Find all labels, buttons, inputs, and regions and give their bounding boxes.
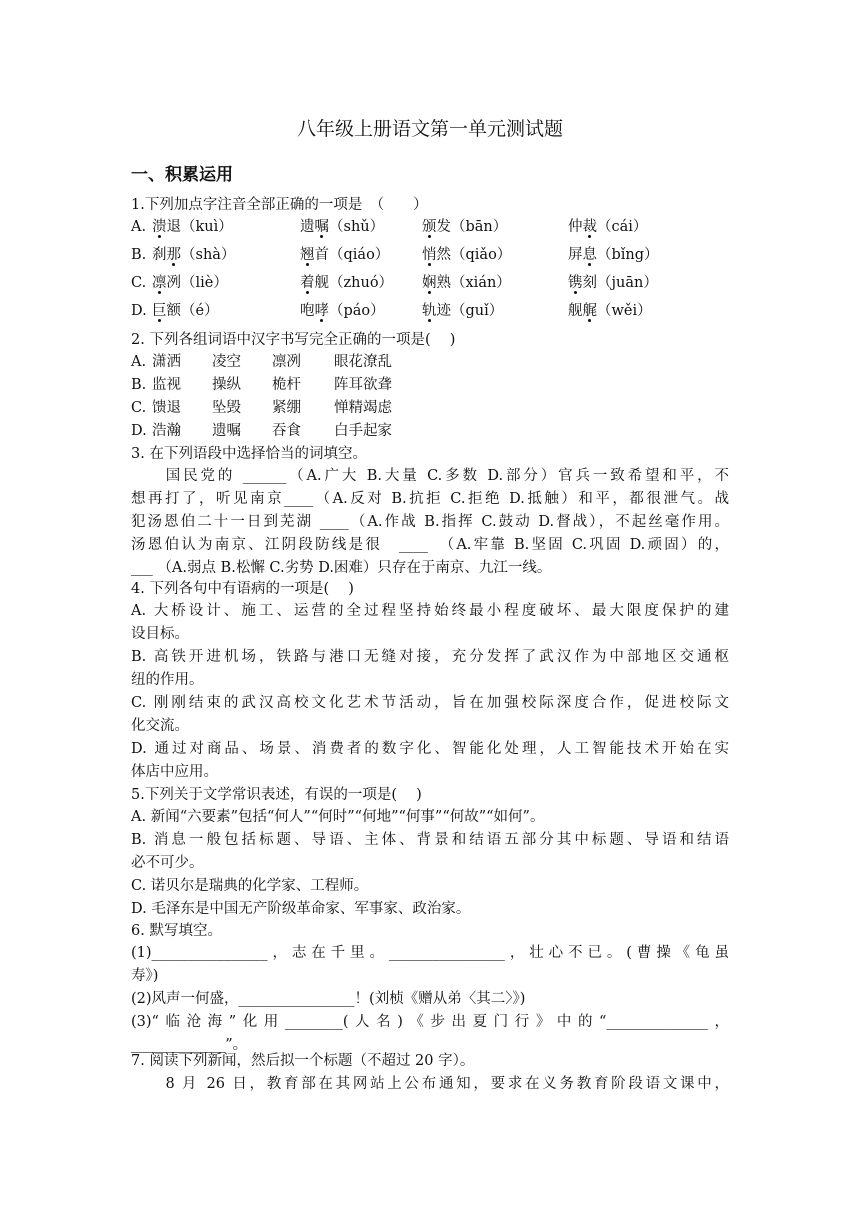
q4-option-line: 体店中应用。	[131, 764, 218, 780]
emphasis-dot-char: 息	[582, 247, 597, 263]
q1-option-word: 悄然（qiǎo）	[422, 247, 512, 263]
q2-option-cell: 坠毁	[212, 400, 241, 416]
q3-paragraph-line: 想再打了，听见南京____（A.反对 B.抗拒 C.拒绝 D.抵触）和平，都很泄气。战	[131, 491, 729, 507]
q5-option-line: B. 消息一般包括标题、导语、主体、背景和结语五部分其中标题、导语和结语	[131, 832, 729, 848]
question-1-stem: 1.下列加点字注音全部正确的一项是 （ ）	[131, 197, 428, 213]
q1-option-word: 溃退（kuì）	[152, 219, 233, 235]
q2-option-cell: 操纵	[212, 377, 241, 393]
emphasis-dot-char: 着	[300, 275, 315, 291]
question-3-stem: 3. 在下列语段中选择恰当的词填空。	[131, 446, 367, 462]
q6-fill-line: 寿》)	[131, 968, 159, 984]
emphasis-dot-char: 颁	[422, 219, 437, 235]
question-7-stem: 7. 阅读下列新闻，然后拟一个标题（不超过 20 字）。	[131, 1053, 475, 1069]
q2-option-cell: 白手起家	[334, 423, 392, 439]
q2-option-cell: 凛冽	[272, 354, 301, 370]
q2-option-cell: 馈退	[152, 400, 181, 416]
emphasis-dot-char: 镌	[568, 275, 583, 291]
q6-fill-line: (2)风声一何盛，________________！(刘桢《赠从弟〈其二〉》)	[131, 991, 526, 1007]
q5-option-line: D. 毛泽东是中国无产阶级革命家、军事家、政治家。	[131, 901, 471, 917]
page-title: 八年级上册语文第一单元测试题	[296, 118, 563, 140]
q4-option-line: B. 高铁开进机场，铁路与港口无缝对接，充分发挥了武汉作为中部地区交通枢	[131, 649, 729, 665]
q2-option-cell: 桅杆	[272, 377, 301, 393]
q2-option-cell: 监视	[152, 377, 181, 393]
q4-option-line: C. 刚刚结束的武汉高校文化艺术节活动，旨在加强校际深度合作，促进校际文	[131, 695, 729, 711]
q5-option-line: 必不可少。	[131, 855, 204, 871]
q1-option-word: 着舰（zhuó）	[300, 275, 394, 291]
question-4-stem: 4. 下列各句中有语病的一项是( )	[131, 581, 354, 597]
q1-option-word: 舰艉（wěi）	[568, 303, 652, 319]
q1-option-word: 轨迹（guǐ）	[422, 303, 504, 319]
q2-option-cell: 浩瀚	[152, 423, 181, 439]
q1-option-word: 娴熟（xián）	[422, 275, 511, 291]
q2-option-cell: 眼花潦乱	[334, 354, 392, 370]
question-5-stem: 5.下列关于文学常识表述，有误的一项是( )	[131, 787, 422, 803]
question-6-stem: 6. 默写填空。	[131, 923, 222, 939]
q7-news-line: 8 月 26 日，教育部在其网站上公布通知，要求在义务教育阶段语文课中，	[131, 1076, 729, 1092]
question-2-stem: 2. 下列各组词语中汉字书写完全正确的一项是( )	[131, 332, 456, 348]
q3-paragraph-line: 国民党的 ______（A.广大 B.大量 C.多数 D.部分）官兵一致希望和平，不	[131, 468, 729, 484]
q2-option-cell: 凌空	[212, 354, 241, 370]
section-heading: 一、积累运用	[131, 165, 233, 185]
emphasis-dot-char: 悄	[422, 247, 437, 263]
emphasis-dot-char: 轨	[422, 303, 437, 319]
emphasis-dot-char: 娴	[422, 275, 437, 291]
q1-option-label: D.	[131, 303, 147, 319]
q6-fill-line: _____________”。	[131, 1037, 248, 1053]
q2-option-cell: 潇洒	[152, 354, 181, 370]
q4-option-line: 纽的作用。	[131, 672, 204, 688]
emphasis-dot-char: 艉	[582, 303, 597, 319]
emphasis-dot-char: 哮	[314, 303, 329, 319]
q2-option-cell: 紧绷	[272, 400, 301, 416]
q1-option-label: B.	[131, 247, 147, 263]
q1-option-word: 巨额（é）	[152, 303, 219, 319]
q1-option-label: A.	[131, 219, 147, 235]
q2-option-cell: D.	[131, 423, 147, 439]
q1-option-word: 仲裁（cái）	[568, 219, 648, 235]
q3-paragraph-line: 犯汤恩伯二十一日到芜湖 ____（A.作战 B.指挥 C.鼓动 D.督战），不起丝毫作用。	[131, 514, 729, 530]
emphasis-dot-char: 翘	[300, 247, 315, 263]
q1-option-label: C.	[131, 275, 147, 291]
q1-option-word: 屏息（bǐng）	[568, 247, 659, 263]
q2-option-cell: 惮精竭虑	[334, 400, 392, 416]
q1-option-word: 刹那（shà）	[152, 247, 236, 263]
q4-option-line: D. 通过对商品、场景、消费者的数字化、智能化处理，人工智能技术开始在实	[131, 741, 729, 757]
q3-paragraph-line: 汤恩伯认为南京、江阴段防线是很 ____ （A.牢靠 B.坚固 C.巩固 D.顽固）的，	[131, 537, 729, 553]
q4-option-line: A. 大桥设计、施工、运营的全过程坚持始终最小程度破坏、最大限度保护的建	[131, 603, 729, 619]
q2-option-cell: C.	[131, 400, 147, 416]
q4-option-line: 化交流。	[131, 718, 189, 734]
q1-option-word: 凛冽（liè）	[152, 275, 228, 291]
q2-option-cell: 阵耳欲聋	[334, 377, 392, 393]
emphasis-dot-char: 裁	[582, 219, 597, 235]
q4-option-line: 设目标。	[131, 626, 189, 642]
q2-option-cell: 吞食	[272, 423, 301, 439]
emphasis-dot-char: 嘱	[314, 219, 329, 235]
q2-option-cell: A.	[131, 354, 147, 370]
q2-option-cell: 遗嘱	[212, 423, 241, 439]
emphasis-dot-char: 溃	[152, 219, 167, 235]
q5-option-line: C. 诺贝尔是瑞典的化学家、工程师。	[131, 878, 369, 894]
emphasis-dot-char: 巨	[152, 303, 167, 319]
q1-option-word: 翘首（qiáo）	[300, 247, 390, 263]
q2-option-cell: B.	[131, 377, 147, 393]
q1-option-word: 遗嘱（shǔ）	[300, 219, 385, 235]
q5-option-line: A. 新闻“六要素”包括“何人”“何时”“何地”“何事”“何故”“如何”。	[131, 809, 545, 825]
q6-fill-line: (3)“临沧海”化用________(人名)《步出夏门行》中的“______________，	[131, 1014, 729, 1030]
q1-option-word: 镌刻（juān）	[568, 275, 658, 291]
q1-option-word: 咆哮（páo）	[300, 303, 385, 319]
q1-option-word: 颁发（bān）	[422, 219, 508, 235]
q3-paragraph-line: ___ （A.弱点 B.松懈 C.劣势 D.困难）只存在于南京、九江一线。	[131, 560, 552, 576]
q6-fill-line: (1)________________，志在千里。________________，壮心不已。(曹操《龟虽	[131, 945, 729, 961]
emphasis-dot-char: 那	[166, 247, 181, 263]
emphasis-dot-char: 凛	[152, 275, 167, 291]
